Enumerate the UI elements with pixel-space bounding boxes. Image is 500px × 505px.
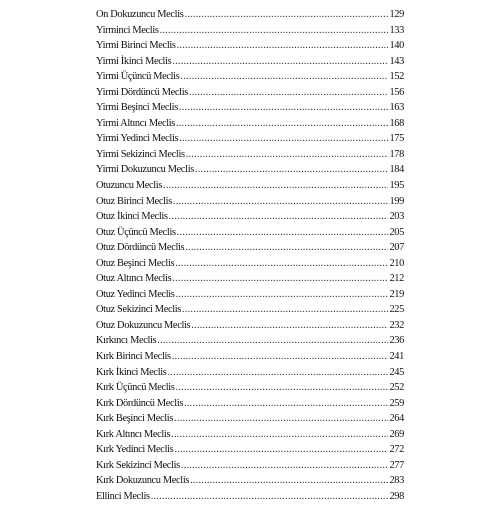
toc-entry-page: 184 (389, 164, 404, 176)
dot-leader (176, 380, 389, 396)
toc-entry (96, 287, 404, 303)
toc-entry-page: 210 (389, 257, 404, 269)
toc-entry-title: Otuz Beşinci Meclis (96, 257, 175, 269)
toc-entry-page: 168 (389, 117, 404, 129)
toc-entry (96, 442, 404, 458)
toc-entry (96, 489, 404, 505)
toc-entry-page: 175 (389, 133, 404, 145)
toc-entry-title: Yirmi Sekizinci Meclis (96, 148, 185, 160)
toc-entry (96, 178, 404, 194)
dot-leader (180, 69, 388, 85)
dot-leader (157, 333, 388, 349)
dot-leader (172, 54, 388, 70)
toc-entry-page: 259 (389, 397, 404, 409)
toc-entry-title: Yirmi Birinci Meclis (96, 40, 176, 52)
toc-entry (96, 427, 404, 443)
toc-entry-title: Yirmi Beşinci Meclis (96, 102, 178, 114)
dot-leader (167, 365, 388, 381)
toc-entry-title: Kırk İkinci Meclis (96, 366, 167, 378)
toc-entry-title: Otuz Üçüncü Meclis (96, 226, 176, 238)
toc-entry-title: Otuz Yedinci Meclis (96, 288, 175, 300)
toc-entry (96, 380, 404, 396)
dot-leader (195, 162, 389, 178)
toc-entry-page: 199 (389, 195, 404, 207)
dot-leader (185, 240, 388, 256)
toc-entry-title: Yirmi Yedinci Meclis (96, 133, 179, 145)
dot-leader (184, 396, 388, 412)
dot-leader (182, 302, 388, 318)
toc-entry (96, 7, 404, 23)
toc-entry-title: Yirmi Dördüncü Meclis (96, 86, 188, 98)
toc-entry-page: 269 (389, 428, 404, 440)
toc-entry (96, 194, 404, 210)
toc-entry-page: 140 (389, 40, 404, 52)
dot-leader (174, 411, 388, 427)
toc-entry-page: 143 (389, 55, 404, 67)
dot-leader (190, 473, 388, 489)
toc-entry-title: Kırk Dokuzuncu Meclis (96, 475, 190, 487)
toc-entry-page: 203 (389, 211, 404, 223)
dot-leader (176, 116, 388, 132)
toc-entry (96, 458, 404, 474)
toc-entry-page: 133 (389, 24, 404, 36)
dot-leader (177, 38, 389, 54)
toc-entry-title: Kırk Beşinci Meclis (96, 413, 174, 425)
dot-leader (189, 85, 389, 101)
toc-entry (96, 69, 404, 85)
toc-entry (96, 100, 404, 116)
toc-entry-title: Otuzuncu Meclis (96, 180, 163, 192)
dot-leader (184, 7, 388, 23)
toc-entry-title: Kırk Dördüncü Meclis (96, 397, 184, 409)
toc-entry-title: On Dokuzuncu Meclis (96, 9, 184, 20)
dot-leader (176, 287, 389, 303)
toc-entry-title: Ellinci Meclis (96, 490, 150, 502)
toc-entry (96, 302, 404, 318)
toc-entry-title: Kırk Sekizinci Meclis (96, 459, 180, 471)
toc-entry-page: 129 (389, 9, 404, 20)
toc-entry-page: 195 (389, 180, 404, 192)
dot-leader (160, 23, 389, 39)
toc-entry-title: Yirmi İkinci Meclis (96, 55, 172, 67)
dot-leader (163, 178, 388, 194)
toc-entry-title: Yirminci Meclis (96, 24, 159, 36)
dot-leader (179, 100, 389, 116)
toc-entry-page: 283 (389, 475, 404, 487)
toc-entry (96, 318, 404, 334)
toc-entry-page: 207 (389, 242, 404, 254)
toc-entry-page: 252 (389, 382, 404, 394)
toc-entry (96, 23, 404, 39)
toc-entry-page: 298 (389, 490, 404, 502)
toc-entry-page: 264 (389, 413, 404, 425)
toc-entry-title: Yirmi Dokuzuncu Meclis (96, 164, 194, 176)
toc-entry-page: 156 (389, 86, 404, 98)
toc-entry-page: 236 (389, 335, 404, 347)
toc-entry (96, 225, 404, 241)
dot-leader (181, 458, 389, 474)
dot-leader (191, 318, 388, 334)
toc-entry (96, 473, 404, 489)
toc-entry-title: Kırk Altıncı Meclis (96, 428, 171, 440)
dot-leader (172, 271, 388, 287)
toc-entry-title: Otuz Sekizinci Meclis (96, 304, 181, 316)
toc-entry (96, 38, 404, 54)
toc-entry (96, 333, 404, 349)
dot-leader (173, 194, 389, 210)
toc-entry-title: Kırkıncı Meclis (96, 335, 157, 347)
toc-entry (96, 116, 404, 132)
toc-entry (96, 256, 404, 272)
dot-leader (174, 442, 388, 458)
toc-entry-page: 272 (389, 444, 404, 456)
dot-leader (175, 256, 388, 272)
toc-entry (96, 365, 404, 381)
dot-leader (179, 131, 388, 147)
table-of-contents (96, 7, 404, 505)
toc-entry (96, 209, 404, 225)
toc-entry-title: Kırk Yedinci Meclis (96, 444, 174, 456)
toc-entry (96, 411, 404, 427)
toc-entry (96, 162, 404, 178)
dot-leader (172, 349, 389, 365)
toc-entry-title: Yirmi Altıncı Meclis (96, 117, 176, 129)
toc-entry-page: 241 (389, 351, 404, 363)
toc-entry-title: Kırk Birinci Meclis (96, 351, 171, 363)
toc-entry-title: Yirmi Üçüncü Meclis (96, 71, 180, 83)
toc-entry-page: 219 (389, 288, 404, 300)
toc-entry-page: 225 (389, 304, 404, 316)
toc-entry (96, 240, 404, 256)
toc-entry-title: Otuz İkinci Meclis (96, 211, 168, 223)
toc-entry-title: Otuz Birinci Meclis (96, 195, 172, 207)
toc-entry (96, 147, 404, 163)
toc-entry-title: Otuz Dördüncü Meclis (96, 242, 185, 254)
toc-entry (96, 131, 404, 147)
toc-entry-page: 212 (389, 273, 404, 285)
toc-entry (96, 396, 404, 412)
toc-entry (96, 349, 404, 365)
toc-entry-page: 232 (389, 319, 404, 331)
toc-entry (96, 54, 404, 70)
dot-leader (169, 209, 389, 225)
dot-leader (177, 225, 389, 241)
toc-entry-page: 178 (389, 148, 404, 160)
toc-entry (96, 85, 404, 101)
toc-entry-page: 163 (389, 102, 404, 114)
dot-leader (151, 489, 389, 505)
toc-entry-title: Otuz Altıncı Meclis (96, 273, 172, 285)
dot-leader (171, 427, 388, 443)
toc-entry-page: 205 (389, 226, 404, 238)
toc-entry-title: Kırk Üçüncü Meclis (96, 382, 175, 394)
toc-entry-page: 245 (389, 366, 404, 378)
toc-entry (96, 271, 404, 287)
toc-entry-page: 152 (389, 71, 404, 83)
toc-entry-title: Otuz Dokuzuncu Meclis (96, 319, 191, 331)
dot-leader (186, 147, 389, 163)
toc-entry-page: 277 (389, 459, 404, 471)
